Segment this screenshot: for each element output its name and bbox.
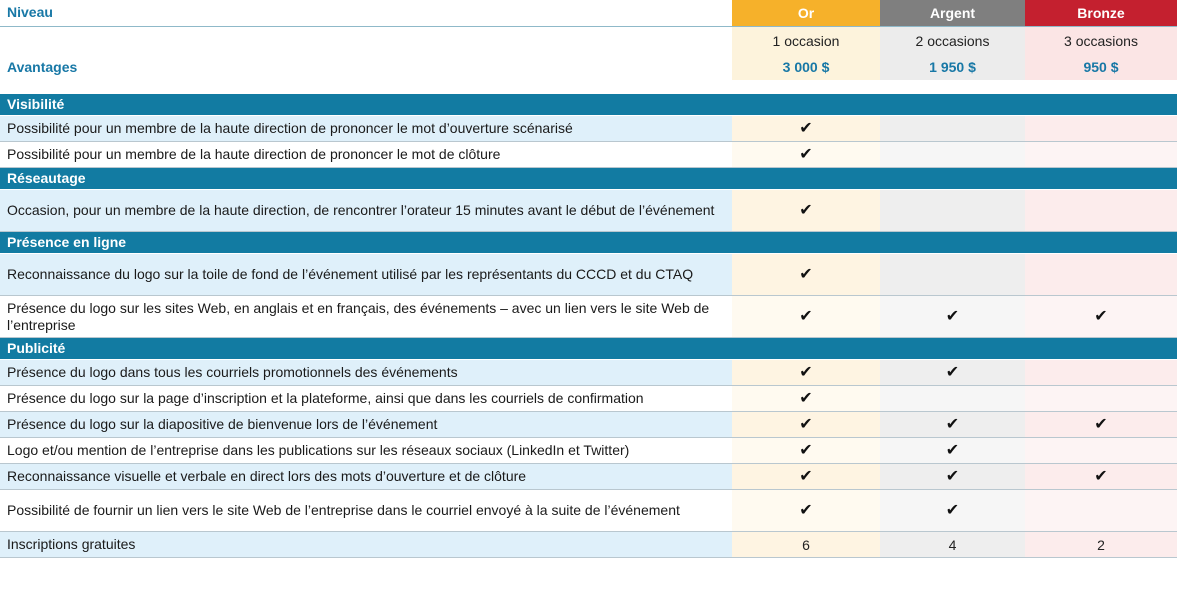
table-row xyxy=(0,116,1177,142)
check-icon: ✔ xyxy=(799,363,813,381)
cell-or xyxy=(732,412,880,437)
section-visibilite xyxy=(0,94,1177,116)
header-occasions-row xyxy=(0,27,1177,54)
row-label: Occasion, pour un membre de la haute direction, de rencontrer l’orateur 15 minutes avant le début de l’événement xyxy=(0,190,732,231)
cell-bronze xyxy=(1025,490,1177,531)
occasions-spacer xyxy=(0,27,732,54)
row-label: Possibilité de fournir un lien vers le site Web de l’entreprise dans le courriel envoyé à la suite de l’événement xyxy=(0,490,732,531)
cell-bronze xyxy=(1025,464,1177,489)
row-label: Logo et/ou mention de l’entreprise dans les publications sur les réseaux sociaux (LinkedIn et Twitter) xyxy=(0,438,732,463)
cell-argent xyxy=(880,296,1025,337)
price-bronze: 950 $ xyxy=(1025,54,1177,80)
check-icon: ✔ xyxy=(799,415,813,433)
table-row xyxy=(0,386,1177,412)
row-label: Présence du logo sur la page d’inscription et la plateforme, ainsi que dans les courriels de confirmation xyxy=(0,386,732,411)
cell-argent xyxy=(880,490,1025,531)
cell-or xyxy=(732,464,880,489)
cell-argent xyxy=(880,190,1025,231)
check-icon: ✔ xyxy=(799,119,813,137)
cell-bronze xyxy=(1025,254,1177,295)
section-title: Présence en ligne xyxy=(7,234,127,250)
cell-bronze xyxy=(1025,142,1177,167)
check-icon: ✔ xyxy=(799,201,813,219)
check-icon: ✔ xyxy=(799,145,813,163)
cell-argent xyxy=(880,532,1025,557)
free-registrations-argent: 4 xyxy=(948,536,957,553)
check-icon: ✔ xyxy=(799,265,813,283)
cell-or xyxy=(732,360,880,385)
cell-bronze xyxy=(1025,438,1177,463)
check-icon: ✔ xyxy=(799,307,813,325)
table-row xyxy=(0,532,1177,558)
check-icon: ✔ xyxy=(799,441,813,459)
check-icon: ✔ xyxy=(1094,467,1108,485)
cell-or xyxy=(732,490,880,531)
cell-or xyxy=(732,190,880,231)
cell-or xyxy=(732,296,880,337)
section-title: Réseautage xyxy=(7,170,86,186)
cell-argent xyxy=(880,360,1025,385)
table-row xyxy=(0,190,1177,232)
check-icon: ✔ xyxy=(799,501,813,519)
check-icon: ✔ xyxy=(945,501,960,519)
check-icon: ✔ xyxy=(945,441,960,459)
section-reseautage xyxy=(0,168,1177,190)
section-presence-en-ligne xyxy=(0,232,1177,254)
row-label: Possibilité pour un membre de la haute direction de prononcer le mot d’ouverture scénarisé xyxy=(0,116,732,141)
tier-header-bronze: Bronze xyxy=(1025,0,1177,26)
occasions-bronze: 3 occasions xyxy=(1025,27,1177,54)
tier-header-or: Or xyxy=(732,0,880,26)
cell-bronze xyxy=(1025,386,1177,411)
advantages-label: Avantages xyxy=(7,58,78,75)
free-registrations-or: 6 xyxy=(802,536,810,553)
cell-or xyxy=(732,254,880,295)
occasions-or: 1 occasion xyxy=(732,27,880,54)
price-or: 3 000 $ xyxy=(732,54,880,80)
section-publicite xyxy=(0,338,1177,360)
header-level-row xyxy=(0,0,1177,27)
cell-or xyxy=(732,142,880,167)
table-row xyxy=(0,254,1177,296)
cell-argent xyxy=(880,254,1025,295)
section-title: Visibilité xyxy=(7,96,65,112)
table-row xyxy=(0,296,1177,338)
section-title: Publicité xyxy=(7,340,66,356)
header-gap xyxy=(0,80,1177,94)
level-label: Niveau xyxy=(7,4,53,20)
check-icon: ✔ xyxy=(945,363,960,381)
cell-argent xyxy=(880,438,1025,463)
table-row xyxy=(0,142,1177,168)
check-icon: ✔ xyxy=(799,389,813,407)
cell-bronze xyxy=(1025,360,1177,385)
table-row xyxy=(0,360,1177,386)
row-label: Inscriptions gratuites xyxy=(0,532,732,557)
cell-or xyxy=(732,116,880,141)
cell-bronze xyxy=(1025,412,1177,437)
occasions-argent: 2 occasions xyxy=(880,27,1025,54)
check-icon: ✔ xyxy=(799,467,813,485)
cell-argent xyxy=(880,116,1025,141)
header-price-row xyxy=(0,54,1177,80)
table-row xyxy=(0,464,1177,490)
check-icon: ✔ xyxy=(1094,415,1108,433)
check-icon: ✔ xyxy=(945,415,960,433)
cell-or xyxy=(732,438,880,463)
row-label: Reconnaissance du logo sur la toile de fond de l’événement utilisé par les représentants du CCCD et du CTAQ xyxy=(0,254,732,295)
cell-bronze xyxy=(1025,190,1177,231)
cell-bronze xyxy=(1025,116,1177,141)
price-argent: 1 950 $ xyxy=(880,54,1025,80)
row-label: Reconnaissance visuelle et verbale en direct lors des mots d’ouverture et de clôture xyxy=(0,464,732,489)
cell-argent xyxy=(880,412,1025,437)
tier-header-argent: Argent xyxy=(880,0,1025,26)
check-icon: ✔ xyxy=(1094,307,1108,325)
cell-bronze xyxy=(1025,296,1177,337)
table-row xyxy=(0,490,1177,532)
free-registrations-bronze: 2 xyxy=(1097,536,1105,553)
cell-or xyxy=(732,532,880,557)
cell-bronze xyxy=(1025,532,1177,557)
row-label: Présence du logo sur la diapositive de bienvenue lors de l’événement xyxy=(0,412,732,437)
row-label: Possibilité pour un membre de la haute direction de prononcer le mot de clôture xyxy=(0,142,732,167)
check-icon: ✔ xyxy=(945,307,960,325)
cell-argent xyxy=(880,464,1025,489)
row-label: Présence du logo sur les sites Web, en anglais et en français, des événements – avec un lien vers le site Web de l’entreprise xyxy=(0,296,732,337)
table-row xyxy=(0,412,1177,438)
check-icon: ✔ xyxy=(945,467,960,485)
cell-argent xyxy=(880,142,1025,167)
cell-or xyxy=(732,386,880,411)
row-label: Présence du logo dans tous les courriels promotionnels des événements xyxy=(0,360,732,385)
table-row xyxy=(0,438,1177,464)
cell-argent xyxy=(880,386,1025,411)
